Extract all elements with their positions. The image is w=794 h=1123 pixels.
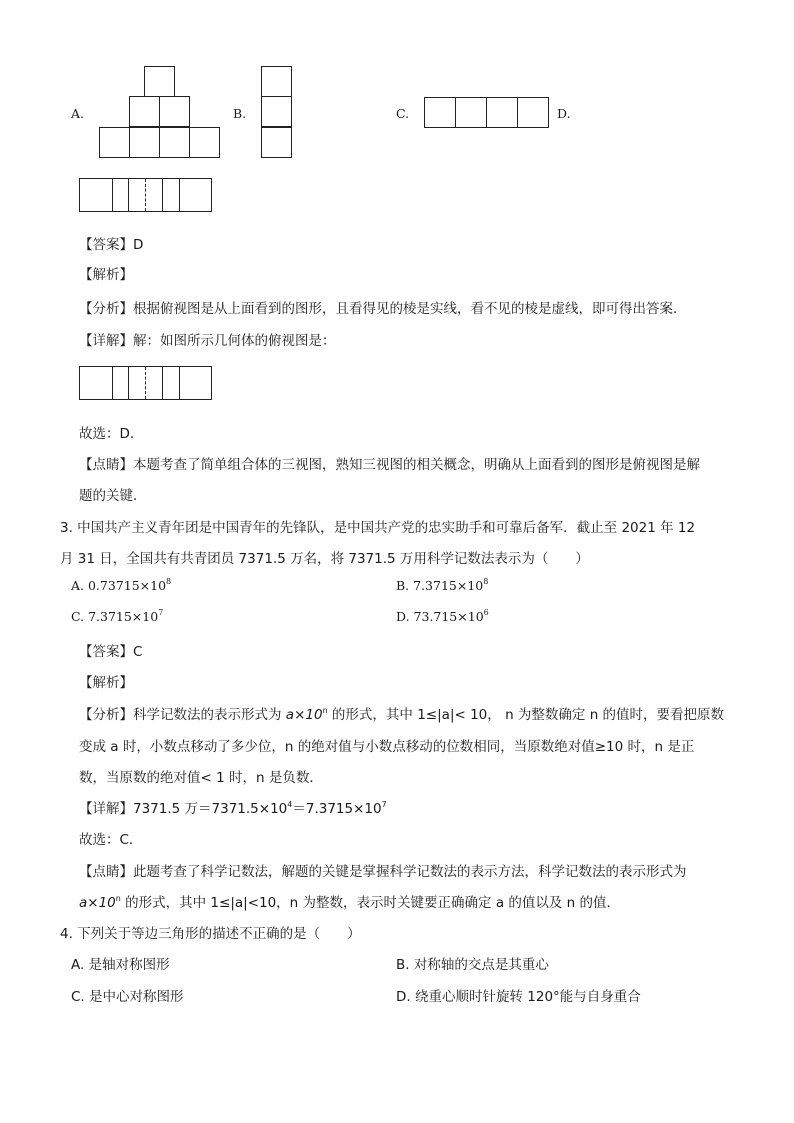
option-c-label: C. <box>396 106 410 121</box>
q4-option-b: B. 对称轴的交点是其重心 <box>396 957 549 973</box>
option-b-label: B. <box>233 106 247 121</box>
q3-dianjing-line1: 【点睛】此题考查了科学记数法，解题的关键是掌握科学记数法的表示方法，科学记数法的表示形式为 <box>79 864 687 880</box>
q4-option-c: C. 是中心对称图形 <box>71 989 184 1005</box>
q2-fenxi: 【分析】根据俯视图是从上面看到的图形，且看得见的棱是实线，看不见的棱是虚线，即可得出答案． <box>79 301 687 317</box>
top-view-figure <box>79 366 212 400</box>
q3-stem-line2: 月 31 日，全国共有共青团员 7371.5 万名，将 7371.5 万用科学记数法表示为（ ） <box>60 551 589 567</box>
option-d-label: D. <box>557 106 571 121</box>
q3-option-a: A. $0.73715\times 10^8$ <box>71 577 172 593</box>
q3-answer: 【答案】C <box>79 644 143 660</box>
q3-fenxi-line3: 数，当原数的绝对值< 1 时，n 是负数． <box>79 770 323 786</box>
q3-analysis-heading: 【解析】 <box>79 675 133 691</box>
q4-option-a: A. 是轴对称图形 <box>71 957 170 973</box>
q3-option-c: C. $7.3715\times 10^7$ <box>71 608 164 624</box>
q3-xiangjie: 【详解】7371.5 万$=7371.5\times 10^4=7.3715\times 10^7$ <box>79 800 387 817</box>
q2-xiangjie: 【详解】解：如图所示几何体的俯视图是： <box>79 333 336 349</box>
q2-answer: 【答案】D <box>79 237 144 253</box>
q3-fenxi-line2: 变成 a 时，小数点移动了多少位，n 的绝对值与小数点移动的位数相同，当原数绝对值≥10 时，n 是正 <box>79 739 695 755</box>
q3-dianjing-line2: $a\times 10^n$ 的形式，其中 1≤|a|<10，n 为整数，表示时关键要正确确定 a 的值以及 n 的值． <box>79 894 621 911</box>
q3-choose: 故选：C． <box>79 832 143 848</box>
option-d-figure <box>79 178 212 212</box>
q2-choose: 故选：D． <box>79 426 144 442</box>
q2-analysis-heading: 【解析】 <box>79 267 133 283</box>
q4-stem: 4. 下列关于等边三角形的描述不正确的是（ ） <box>60 926 361 942</box>
q4-option-d: D. 绕重心顺时针旋转 120°能与自身重合 <box>396 989 641 1005</box>
q3-stem-line1: 3. 中国共产主义青年团是中国青年的先锋队，是中国共产党的忠实助手和可靠后备军．截止至 2021 年 12 <box>60 520 696 536</box>
q3-fenxi-line1: 【分析】科学记数法的表示形式为 $a\times 10^n$ 的形式，其中 1≤|a|< 10， n 为整数确定 n 的值时，要看把原数 <box>79 706 725 723</box>
q2-dianjing-line2: 题的关键． <box>79 488 147 504</box>
q2-dianjing-line1: 【点睛】本题考查了简单组合体的三视图，熟知三视图的相关概念，明确从上面看到的图形是俯视图是解 <box>79 457 700 473</box>
option-a-label: A. <box>71 106 85 121</box>
q3-option-b: B. $7.3715\times 10^8$ <box>396 577 489 593</box>
q3-option-d: D. $73.715\times 10^6$ <box>396 608 489 624</box>
